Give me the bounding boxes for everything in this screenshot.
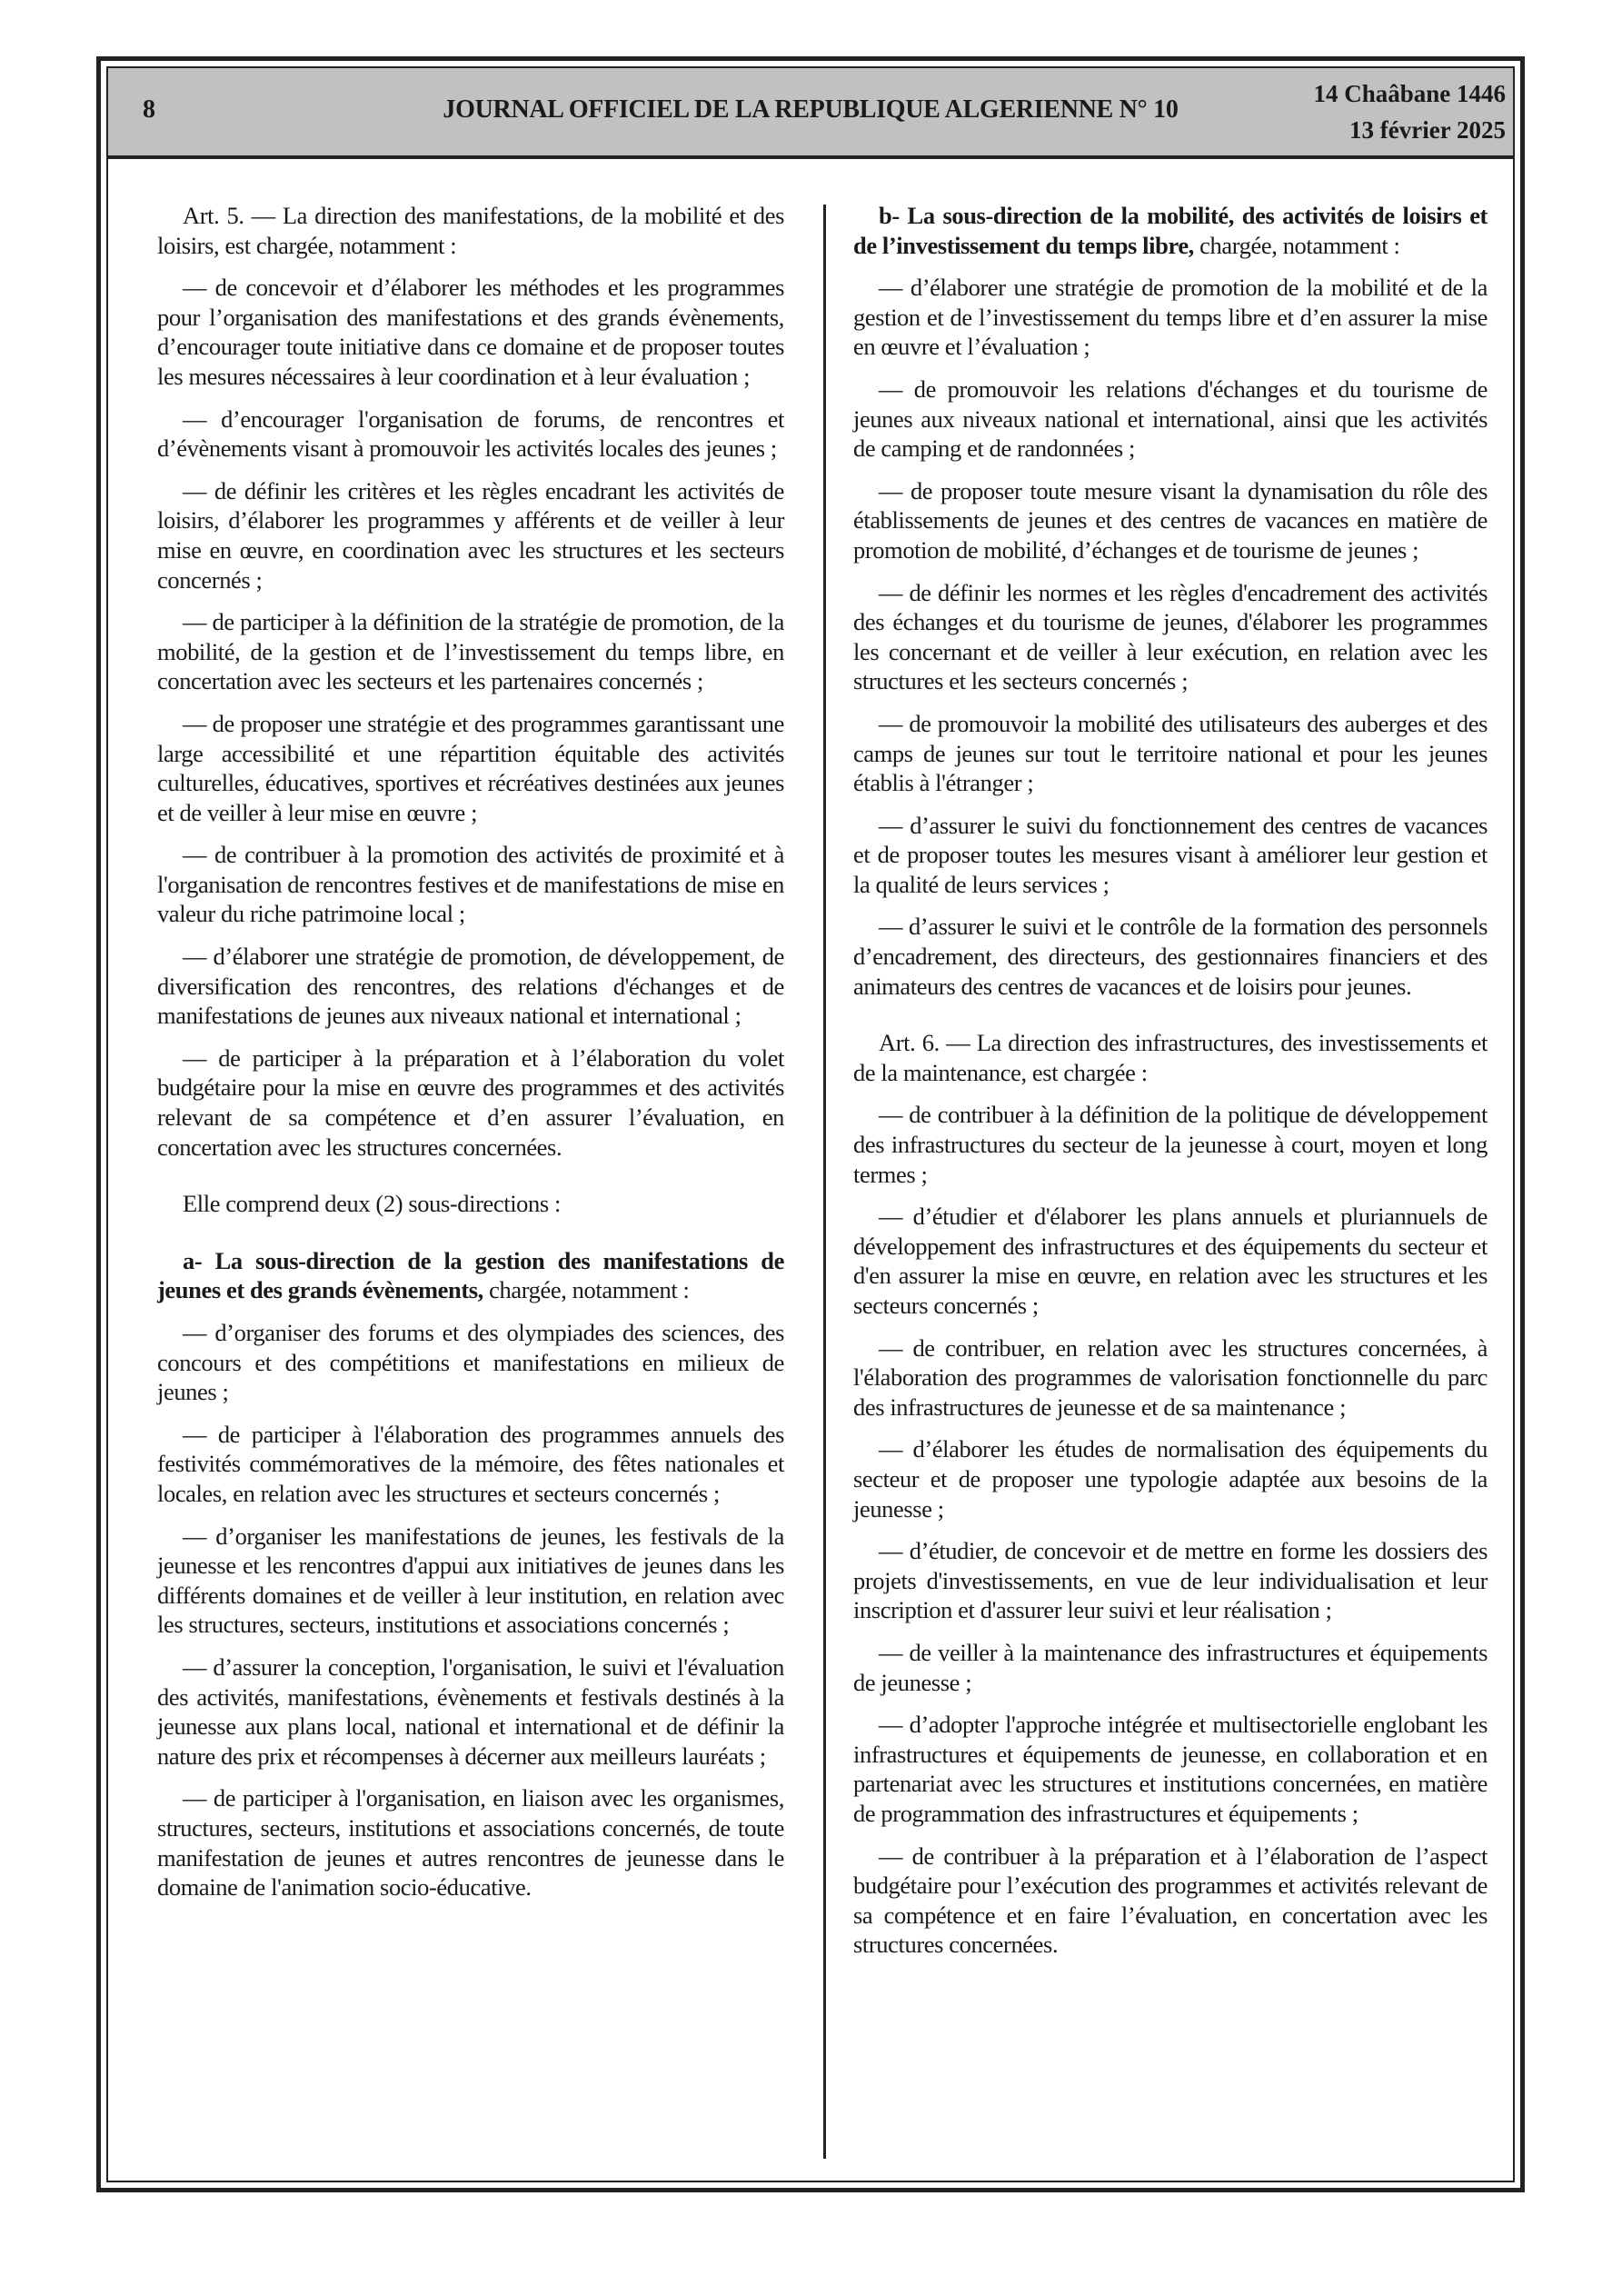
journal-header xyxy=(108,68,1513,159)
paragraph-text: Art. 5. — La direction des manifestations, de la mobilité et des loisirs, est chargée, notamment : xyxy=(157,202,784,259)
paragraph xyxy=(157,1246,784,1305)
paragraph-text: — d’étudier et d'élaborer les plans annuels et pluriannuels de développement des infrastructures et des équipements du secteur et d'en assurer la mise en œuvre, en relation avec les structures et les secteurs concernés ; xyxy=(853,1203,1488,1319)
paragraph-text: — d’assurer le suivi et le contrôle de la formation des personnels d’encadrement, des directeurs, des gestionnaires financiers et des animateurs des centres de vacances et de loisirs pour jeunes. xyxy=(853,913,1488,1000)
paragraph xyxy=(853,578,1488,696)
paragraph xyxy=(853,1536,1488,1625)
paragraph-text: — de contribuer, en relation avec les structures concernées, à l'élaboration des programmes de valorisation fonctionnelle du parc des infrastructures de jeunesse et de sa maintenance ; xyxy=(853,1333,1488,1421)
left-column xyxy=(157,201,784,1915)
paragraph-text: — d’élaborer les études de normalisation des équipements du secteur et de proposer une typologie adaptée aux besoins de la jeunesse ; xyxy=(853,1435,1488,1522)
paragraph xyxy=(853,476,1488,565)
paragraph-text: — d’élaborer une stratégie de promotion, de développement, de diversification des rencontres, des relations d'échanges et de manifestations de jeunes aux niveaux national et international ; xyxy=(157,943,784,1030)
paragraph-text: — d’assurer la conception, l'organisation, le suivi et l'évaluation des activités, manifestations, évènements et festivals destinés à la jeunesse aux plans local, national et international et de définir la nature des prix et récompenses à décerner aux meilleurs lauréats ; xyxy=(157,1652,784,1770)
paragraph-text: — d’organiser les manifestations de jeunes, les festivals de la jeunesse et les rencontres d'appui aux initiatives de jeunes dans les différents domaines et de veiller à leur institution, en relation avec les structures, secteurs, institutions et associations concernés ; xyxy=(157,1522,784,1639)
paragraph-text: — d’organiser des forums et des olympiades des sciences, des concours et des compétitions et manifestations en milieux de jeunes ; xyxy=(157,1319,784,1406)
paragraph xyxy=(157,607,784,696)
paragraph xyxy=(157,1043,784,1162)
paragraph xyxy=(853,811,1488,900)
paragraph-text: — de définir les critères et les règles encadrant les activités de loisirs, d’élaborer les programmes y afférents et de veiller à leur mise en œuvre, en coordination avec les structures et les secteurs concernés ; xyxy=(157,476,784,594)
paragraph-text: — de proposer une stratégie et des programmes garantissant une large accessibilité et une répartition équitable des activités culturelles, éducatives, sportives et récréatives destinées aux jeunes et de veiller à leur mise en œuvre ; xyxy=(157,709,784,826)
paragraph xyxy=(853,201,1488,260)
paragraph xyxy=(157,476,784,594)
paragraph xyxy=(853,1028,1488,1087)
paragraph xyxy=(157,1318,784,1407)
paragraph xyxy=(853,374,1488,464)
date-hijri: 14 Chaâbane 1446 xyxy=(1313,80,1506,107)
paragraph-text: — de veiller à la maintenance des infrastructures et équipements de jeunesse ; xyxy=(853,1638,1488,1696)
paragraph xyxy=(853,1710,1488,1828)
paragraph xyxy=(157,1522,784,1640)
paragraph-text: — de participer à la préparation et à l’élaboration du volet budgétaire pour la mise en œuvre des programmes et des activités relevant de sa compétence et d’en assurer l’évaluation, en concertation avec les structures concernées. xyxy=(157,1043,784,1161)
paragraph-text: — de contribuer à la définition de la politique de développement des infrastructures du secteur de la jeunesse à court, moyen et long termes ; xyxy=(853,1101,1488,1188)
paragraph xyxy=(157,201,784,260)
paragraph-text: — d’encourager l'organisation de forums, de rencontres et d’évènements visant à promouvoir les activités locales des jeunes ; xyxy=(157,404,784,463)
journal-title: JOURNAL OFFICIEL DE LA REPUBLIQUE ALGERIENNE N° 10 xyxy=(443,95,1179,124)
paragraph xyxy=(853,709,1488,798)
paragraph xyxy=(157,404,784,464)
paragraph xyxy=(853,1434,1488,1523)
paragraph-text: — d’élaborer une stratégie de promotion de la mobilité et de la gestion et de l’investissement du temps libre et d’en assurer la mise en œuvre et l’évaluation ; xyxy=(853,274,1488,361)
paragraph xyxy=(853,273,1488,362)
paragraph xyxy=(157,1783,784,1902)
paragraph-text: — de participer à l'organisation, en liaison avec les organismes, structures, secteurs, institutions et associations concernés, de toute manifestation de jeunes et autres rencontres de jeunesse dans le domaine de l'animation socio-éducative. xyxy=(157,1784,784,1902)
right-column xyxy=(853,201,1488,1972)
date-gregorian: 13 février 2025 xyxy=(1349,116,1506,144)
paragraph xyxy=(157,273,784,391)
issue-date xyxy=(1313,75,1506,148)
paragraph xyxy=(157,840,784,929)
paragraph-text: chargée, notamment : xyxy=(483,1276,690,1304)
paragraph-text: chargée, notamment : xyxy=(1193,231,1400,259)
paragraph-text: — de promouvoir les relations d'échanges et du tourisme de jeunes aux niveaux national et international, ainsi que les activités de camping et de randonnées ; xyxy=(853,374,1488,463)
paragraph xyxy=(157,1652,784,1771)
paragraph xyxy=(157,942,784,1031)
paragraph xyxy=(157,1420,784,1509)
paragraph-heading: b- La sous-direction de la mobilité, des activités de loisirs et de l’investissement du temps libre, xyxy=(853,202,1488,259)
paragraph-text: Elle comprend deux (2) sous-directions : xyxy=(183,1190,561,1218)
paragraph-text: — de promouvoir la mobilité des utilisateurs des auberges et des camps de jeunes sur tout le territoire national et pour les jeunes établis à l'étranger ; xyxy=(853,709,1488,797)
paragraph xyxy=(853,1100,1488,1189)
paragraph-heading: a- La sous-direction de la gestion des manifestations de jeunes et des grands évènements, xyxy=(157,1246,784,1304)
page-inner xyxy=(106,66,1515,2182)
paragraph-text: — d’étudier, de concevoir et de mettre en forme les dossiers des projets d'investissements, en vue de leur individualisation et leur inscription et d'assurer leur suivi et leur réalisation ; xyxy=(853,1537,1488,1624)
paragraph xyxy=(157,709,784,827)
paragraph-text: — de contribuer à la promotion des activités de proximité et à l'organisation de rencontres festives et de manifestations de mise en valeur du riche patrimoine local ; xyxy=(157,841,784,928)
paragraph-text: — de participer à l'élaboration des programmes annuels des festivités commémoratives de la mémoire, des fêtes nationales et locales, en relation avec les structures et secteurs concernés ; xyxy=(157,1420,784,1507)
paragraph-text: — de définir les normes et les règles d'encadrement des activités des échanges et du tourisme de jeunes, d'élaborer les programmes les concernant et de veiller à leur exécution, en relation avec les structures et les secteurs concernés ; xyxy=(853,578,1488,695)
paragraph xyxy=(853,1638,1488,1697)
paragraph xyxy=(853,1202,1488,1320)
paragraph-text: — de proposer toute mesure visant la dynamisation du rôle des établissements de jeunes et des centres de vacances en matière de promotion de mobilité, d’échanges et de tourisme de jeunes ; xyxy=(853,476,1488,564)
paragraph-text: Art. 6. — La direction des infrastructures, des investissements et de la maintenance, est chargée : xyxy=(853,1029,1488,1086)
paragraph-text: — d’assurer le suivi du fonctionnement des centres de vacances et de proposer toutes les mesures visant à améliorer leur gestion et la qualité de leurs services ; xyxy=(853,811,1488,898)
paragraph-text: — de concevoir et d’élaborer les méthodes et les programmes pour l’organisation des manifestations et des grands évènements, d’encourager toute initiative dans ce domaine et de proposer toutes les mesures nécessaires à leur coordination et à leur évaluation ; xyxy=(157,274,784,390)
paragraph-text: — de contribuer à la préparation et à l’élaboration de l’aspect budgétaire pour l’exécution des programmes et activités relevant de sa compétence et en faire l’évaluation, en concertation avec les structures concernées. xyxy=(853,1842,1488,1959)
page-frame xyxy=(96,56,1525,2192)
paragraph xyxy=(853,1333,1488,1423)
column-divider xyxy=(823,205,826,2159)
paragraph xyxy=(157,1189,784,1219)
paragraph-text: — de participer à la définition de la stratégie de promotion, de la mobilité, de la gestion et de l’investissement du temps libre, en concertation avec les secteurs et les partenaires concernés ; xyxy=(157,608,784,695)
paragraph-text: — d’adopter l'approche intégrée et multisectorielle englobant les infrastructures et équipements de jeunesse, en collaboration et en partenariat avec les structures et institutions concernées, en matière de programmation des infrastructures et équipements ; xyxy=(853,1711,1488,1827)
paragraph xyxy=(853,1842,1488,1960)
paragraph xyxy=(853,912,1488,1001)
page-number: 8 xyxy=(143,95,155,124)
